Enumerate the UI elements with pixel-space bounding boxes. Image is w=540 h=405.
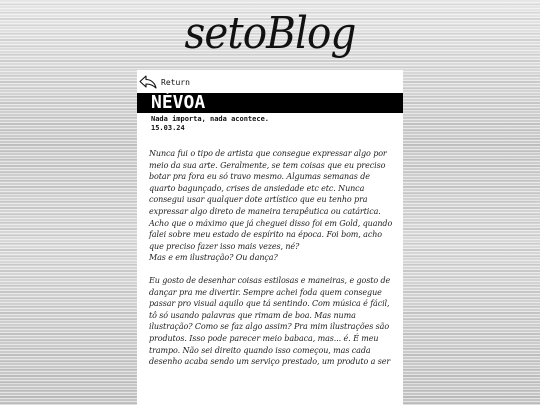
post-subtitle: Nada importa, nada acontece. — [151, 115, 270, 123]
return-arrow-icon — [139, 75, 157, 89]
post-panel — [137, 70, 403, 405]
post-title: NÉVOA — [151, 92, 206, 113]
post-paragraph: Mas e em ilustração? Ou dança? — [149, 253, 278, 263]
post-date: 15.03.24 — [151, 124, 185, 132]
post-meta — [151, 115, 396, 133]
return-label[interactable]: Return — [161, 77, 190, 87]
post-paragraph: Eu gosto de desenhar coisas estilosas e maneiras, e gosto de dançar pra me divertir. Sempre achei foda quem consegue passar pro visual aquilo que tá sentindo. Com música é fácil, tô só usando palavras que rimam de boa. Mas numa ilustração? Como se faz algo assim? Pra mim ilustrações são produtos. Isso pode parecer meio babaca, mas... é. É meu trampo. Não sei direito quando isso começou, mas cada desenho acaba sendo um serviço prestado, um produto a ser — [149, 275, 391, 367]
post-body — [149, 148, 395, 379]
site-title[interactable]: setoBlog — [184, 8, 356, 59]
post-paragraph: Nunca fui o tipo de artista que consegue expressar algo por meio da sua arte. Geralmente, se tem coisas que eu preciso botar pra fora eu só travo mesmo. Algumas semanas de quarto bagunçado, crises de ansiedade etc etc. Nunca consegui usar qualquer dote artístico que eu tenho pra expressar algo direto de maneira terapêutica ou catártica. Acho que o máximo que já cheguei disso foi em Gold, quando falei sobre meu estado de espírito na época. Foi bom, acho que preciso fazer isso mais vezes, né? — [149, 149, 393, 251]
post-title-bar — [137, 93, 403, 113]
return-link[interactable] — [139, 74, 190, 90]
